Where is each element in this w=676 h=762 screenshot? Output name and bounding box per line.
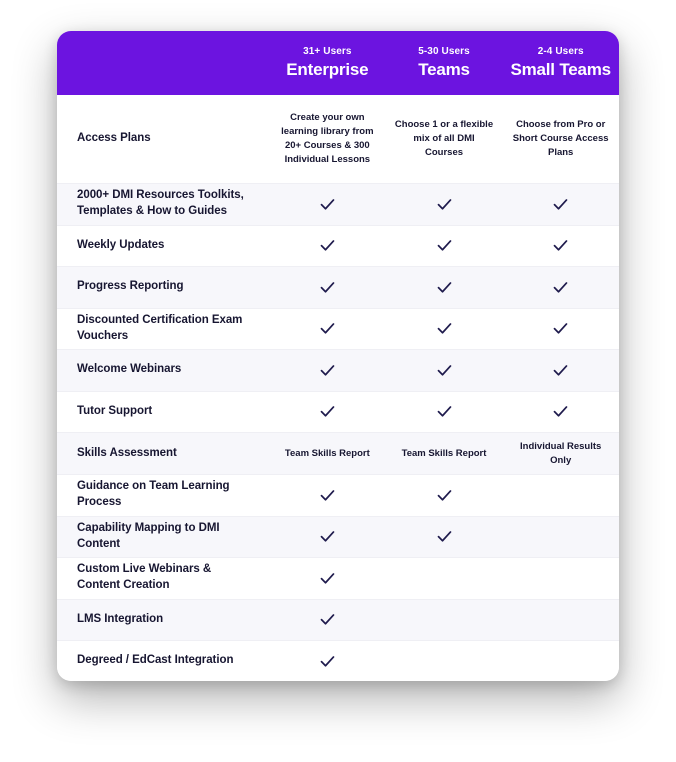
cell-empty <box>502 558 619 599</box>
check-icon-glyph <box>319 403 336 420</box>
feature-label: Tutor Support <box>77 404 153 417</box>
cell-text-value: Choose from Pro or Short Course Access Plans <box>512 119 609 158</box>
feature-label: Progress Reporting <box>77 280 184 293</box>
check-icon <box>269 309 386 350</box>
header-feature-spacer <box>57 31 269 95</box>
cell-text-value: Create your own learning library from 20+ Courses & 300 Individual Lessons <box>281 112 374 165</box>
check-icon-glyph <box>436 320 453 337</box>
cell-empty <box>502 517 619 558</box>
check-icon-glyph <box>319 611 336 628</box>
check-icon-glyph <box>552 279 569 296</box>
plan-name-small-teams: Small Teams <box>510 60 611 79</box>
cell-text-value: Individual Results Only <box>520 440 602 466</box>
check-icon-glyph <box>319 362 336 379</box>
cell-text <box>269 433 386 474</box>
check-icon <box>386 184 503 225</box>
check-icon <box>269 558 386 599</box>
plan-users-teams: 5-30 Users <box>418 46 470 57</box>
check-icon-glyph <box>436 279 453 296</box>
cell-text-value: Team Skills Report <box>401 447 487 459</box>
check-icon <box>386 392 503 433</box>
plan-users-enterprise: 31+ Users <box>303 46 352 57</box>
check-icon <box>386 350 503 391</box>
check-icon <box>269 226 386 267</box>
table-row <box>57 226 619 268</box>
check-icon-glyph <box>552 362 569 379</box>
table-row <box>57 433 619 475</box>
feature-label: Degreed / EdCast Integration <box>77 654 234 667</box>
pricing-comparison-card <box>57 31 619 681</box>
cell-empty <box>386 641 503 681</box>
plan-column-teams <box>386 31 503 95</box>
feature-label: Welcome Webinars <box>77 363 182 376</box>
check-icon-glyph <box>552 237 569 254</box>
check-icon-glyph <box>552 403 569 420</box>
table-row <box>57 475 619 517</box>
check-icon <box>386 475 503 516</box>
check-icon <box>269 267 386 308</box>
cell-text-value: Team Skills Report <box>284 447 370 459</box>
table-row <box>57 267 619 309</box>
check-icon <box>269 517 386 558</box>
cell-empty <box>502 600 619 641</box>
feature-label: Access Plans <box>77 132 151 145</box>
check-icon <box>386 226 503 267</box>
cell-text <box>502 95 619 183</box>
table-row <box>57 558 619 600</box>
check-icon-glyph <box>436 196 453 213</box>
feature-label: Discounted Certification Exam Vouchers <box>77 313 243 342</box>
check-icon <box>269 600 386 641</box>
check-icon-glyph <box>436 528 453 545</box>
check-icon <box>386 517 503 558</box>
feature-label: Capability Mapping to DMI Content <box>77 521 220 550</box>
check-icon-glyph <box>319 279 336 296</box>
plan-column-small-teams <box>502 31 619 95</box>
check-icon-glyph <box>552 320 569 337</box>
cell-text <box>386 433 503 474</box>
plan-name-teams: Teams <box>418 60 470 79</box>
table-header <box>57 31 619 95</box>
check-icon <box>502 184 619 225</box>
feature-label: Custom Live Webinars & Content Creation <box>77 563 212 592</box>
check-icon <box>269 641 386 681</box>
cell-text <box>502 433 619 474</box>
table-row <box>57 350 619 392</box>
check-icon-glyph <box>436 487 453 504</box>
plan-users-small-teams: 2-4 Users <box>537 46 584 57</box>
cell-text <box>386 95 503 183</box>
table-row <box>57 517 619 559</box>
check-icon-glyph <box>319 570 336 587</box>
check-icon-glyph <box>319 653 336 670</box>
check-icon <box>269 184 386 225</box>
check-icon <box>502 267 619 308</box>
cell-text <box>269 95 386 183</box>
table-row <box>57 309 619 351</box>
check-icon-glyph <box>319 487 336 504</box>
cell-empty <box>502 641 619 681</box>
check-icon <box>386 309 503 350</box>
check-icon-glyph <box>552 196 569 213</box>
check-icon <box>269 475 386 516</box>
check-icon-glyph <box>436 237 453 254</box>
check-icon-glyph <box>436 403 453 420</box>
table-body <box>57 95 619 681</box>
plan-column-enterprise <box>269 31 386 95</box>
cell-empty <box>386 600 503 641</box>
feature-label: LMS Integration <box>77 612 164 625</box>
feature-label: Guidance on Team Learning Process <box>77 480 230 509</box>
check-icon <box>502 309 619 350</box>
feature-label: Weekly Updates <box>77 238 165 251</box>
check-icon-glyph <box>319 528 336 545</box>
check-icon <box>269 392 386 433</box>
table-row <box>57 600 619 642</box>
plan-name-enterprise: Enterprise <box>286 60 369 79</box>
feature-label: Skills Assessment <box>77 446 177 459</box>
table-row <box>57 95 619 184</box>
table-row <box>57 641 619 681</box>
check-icon-glyph <box>319 196 336 213</box>
cell-empty <box>502 475 619 516</box>
check-icon <box>502 350 619 391</box>
cell-text-value: Choose 1 or a flexible mix of all DMI Courses <box>394 119 494 158</box>
check-icon <box>502 392 619 433</box>
check-icon <box>386 267 503 308</box>
check-icon-glyph <box>319 320 336 337</box>
table-row <box>57 184 619 226</box>
check-icon-glyph <box>319 237 336 254</box>
check-icon <box>502 226 619 267</box>
check-icon <box>269 350 386 391</box>
check-icon-glyph <box>436 362 453 379</box>
cell-empty <box>386 558 503 599</box>
table-row <box>57 392 619 434</box>
feature-label: 2000+ DMI Resources Toolkits, Templates & How to Guides <box>77 189 244 218</box>
